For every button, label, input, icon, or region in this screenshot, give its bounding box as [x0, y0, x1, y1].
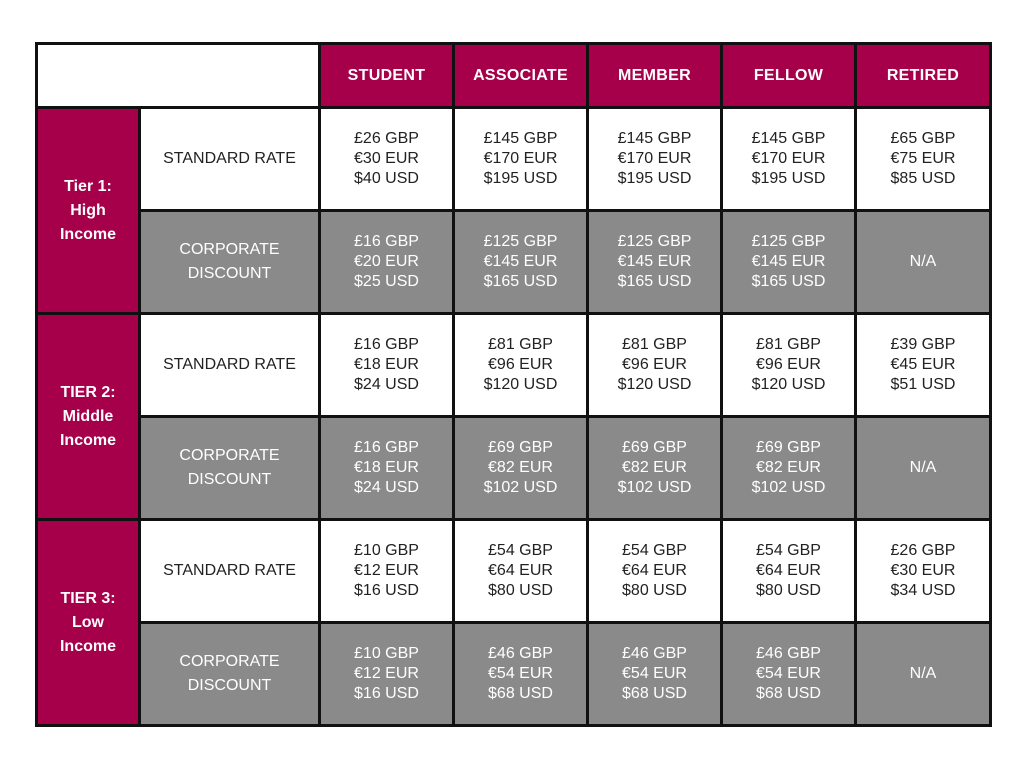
price-line: $120 USD	[751, 376, 826, 393]
corporate-discount-label	[140, 417, 320, 520]
tier-2-label	[37, 314, 140, 520]
rate-label-line: DISCOUNT	[187, 265, 272, 282]
price-line: €12 EUR	[354, 562, 419, 579]
standard-rate-label	[140, 314, 320, 417]
tier-label-line: Low	[72, 613, 104, 631]
price-line: £26 GBP	[354, 130, 419, 147]
tier-label-line: Tier 1:	[64, 177, 112, 195]
price-line: €45 EUR	[890, 356, 956, 373]
tier-3-label	[37, 520, 140, 726]
price-line: £10 GBP	[354, 542, 419, 559]
price-cell-student	[320, 623, 454, 726]
price-line: €64 EUR	[488, 562, 553, 579]
price-line: €18 EUR	[354, 356, 419, 373]
price-line: $195 USD	[483, 170, 558, 187]
rate-label-line: STANDARD RATE	[163, 562, 296, 579]
price-line: €64 EUR	[756, 562, 821, 579]
price-line: $34 USD	[890, 582, 956, 599]
price-line: £39 GBP	[890, 336, 956, 353]
price-line: N/A	[909, 253, 937, 270]
column-header-associate: ASSOCIATE	[454, 44, 588, 108]
price-line: $165 USD	[617, 273, 692, 290]
price-line: £125 GBP	[617, 233, 692, 250]
price-line: £81 GBP	[756, 336, 821, 353]
price-line: €30 EUR	[890, 562, 956, 579]
tier-label-line: TIER 3:	[60, 589, 116, 607]
rate-label-line: STANDARD RATE	[163, 150, 296, 167]
price-line: £54 GBP	[756, 542, 821, 559]
tier-label-line: TIER 2:	[60, 383, 116, 401]
column-header-member: MEMBER	[588, 44, 722, 108]
price-line: £46 GBP	[756, 645, 821, 662]
price-line: £16 GBP	[354, 439, 419, 456]
price-cell-student	[320, 211, 454, 314]
price-line: N/A	[909, 665, 937, 682]
price-line: $102 USD	[617, 479, 692, 496]
price-line: N/A	[909, 459, 937, 476]
tier-2-standard-row	[37, 314, 991, 417]
price-line: €75 EUR	[890, 150, 956, 167]
price-line: €170 EUR	[751, 150, 826, 167]
price-line: £69 GBP	[622, 439, 687, 456]
pricing-table	[35, 42, 992, 727]
rate-label-line: DISCOUNT	[187, 677, 272, 694]
price-line: €145 EUR	[617, 253, 692, 270]
price-cell-associate	[454, 108, 588, 211]
price-cell-fellow	[722, 520, 856, 623]
tier-2-corporate-row	[37, 417, 991, 520]
price-cell-retired	[856, 623, 991, 726]
price-line: $16 USD	[354, 685, 419, 702]
price-line: £145 GBP	[751, 130, 826, 147]
price-cell-member	[588, 520, 722, 623]
price-cell-associate	[454, 417, 588, 520]
corporate-discount-label	[140, 211, 320, 314]
price-cell-associate	[454, 211, 588, 314]
price-cell-member	[588, 108, 722, 211]
rate-label-line: DISCOUNT	[187, 471, 272, 488]
price-line: £26 GBP	[890, 542, 956, 559]
price-line: $16 USD	[354, 582, 419, 599]
price-line: €54 EUR	[622, 665, 687, 682]
price-cell-member	[588, 623, 722, 726]
price-line: €96 EUR	[756, 356, 821, 373]
price-line: €82 EUR	[488, 459, 553, 476]
price-line: £16 GBP	[354, 336, 419, 353]
column-header-retired: RETIRED	[856, 44, 991, 108]
tier-label-line: Income	[59, 225, 116, 243]
price-cell-member	[588, 417, 722, 520]
price-line: $102 USD	[483, 479, 558, 496]
standard-rate-label	[140, 108, 320, 211]
corner-cell	[37, 44, 320, 108]
column-header-fellow: FELLOW	[722, 44, 856, 108]
price-line: £145 GBP	[483, 130, 558, 147]
price-cell-associate	[454, 314, 588, 417]
price-line: £125 GBP	[751, 233, 826, 250]
price-line: €96 EUR	[488, 356, 553, 373]
price-line: £16 GBP	[354, 233, 419, 250]
price-line: €54 EUR	[756, 665, 821, 682]
price-line: £54 GBP	[622, 542, 687, 559]
corporate-discount-label	[140, 623, 320, 726]
price-line: $51 USD	[890, 376, 956, 393]
rate-label-line: CORPORATE	[179, 653, 280, 670]
price-line: $120 USD	[617, 376, 692, 393]
price-cell-retired	[856, 108, 991, 211]
price-line: $80 USD	[622, 582, 687, 599]
tier-1-label	[37, 108, 140, 314]
price-line: £46 GBP	[622, 645, 687, 662]
price-line: £145 GBP	[617, 130, 692, 147]
price-line: €96 EUR	[622, 356, 687, 373]
price-line: €30 EUR	[354, 150, 419, 167]
rate-label-line: CORPORATE	[179, 447, 280, 464]
price-line: £46 GBP	[488, 645, 553, 662]
tier-3-corporate-row	[37, 623, 991, 726]
price-line: €145 EUR	[751, 253, 826, 270]
price-line: €20 EUR	[354, 253, 419, 270]
price-cell-fellow	[722, 623, 856, 726]
table-body	[37, 108, 991, 726]
tier-1-standard-row	[37, 108, 991, 211]
price-line: €170 EUR	[617, 150, 692, 167]
price-line: £65 GBP	[890, 130, 956, 147]
price-line: $195 USD	[617, 170, 692, 187]
price-line: €54 EUR	[488, 665, 553, 682]
price-cell-retired	[856, 211, 991, 314]
price-cell-fellow	[722, 417, 856, 520]
price-line: €18 EUR	[354, 459, 419, 476]
price-cell-student	[320, 520, 454, 623]
price-line: $24 USD	[354, 479, 419, 496]
price-line: $102 USD	[751, 479, 826, 496]
price-cell-fellow	[722, 211, 856, 314]
price-line: €64 EUR	[622, 562, 687, 579]
price-line: £81 GBP	[622, 336, 687, 353]
price-line: $24 USD	[354, 376, 419, 393]
price-line: $25 USD	[354, 273, 419, 290]
price-cell-student	[320, 314, 454, 417]
price-line: €82 EUR	[756, 459, 821, 476]
column-header-student: STUDENT	[320, 44, 454, 108]
price-line: $120 USD	[483, 376, 558, 393]
price-line: £69 GBP	[488, 439, 553, 456]
price-line: $40 USD	[354, 170, 419, 187]
price-line: $68 USD	[488, 685, 553, 702]
price-line: £54 GBP	[488, 542, 553, 559]
standard-rate-label	[140, 520, 320, 623]
price-cell-associate	[454, 623, 588, 726]
price-line: €170 EUR	[483, 150, 558, 167]
rate-label-line: STANDARD RATE	[163, 356, 296, 373]
price-line: £125 GBP	[483, 233, 558, 250]
price-cell-retired	[856, 520, 991, 623]
tier-label-line: Middle	[62, 407, 114, 425]
price-line: £69 GBP	[756, 439, 821, 456]
price-line: $85 USD	[890, 170, 956, 187]
price-cell-student	[320, 108, 454, 211]
price-line: $68 USD	[756, 685, 821, 702]
price-cell-retired	[856, 417, 991, 520]
price-line: $165 USD	[751, 273, 826, 290]
price-cell-associate	[454, 520, 588, 623]
price-line: £81 GBP	[488, 336, 553, 353]
tier-label-line: Income	[59, 637, 116, 655]
header-row	[37, 44, 991, 108]
tier-1-corporate-row	[37, 211, 991, 314]
price-cell-fellow	[722, 108, 856, 211]
price-line: $68 USD	[622, 685, 687, 702]
price-line: €82 EUR	[622, 459, 687, 476]
price-cell-fellow	[722, 314, 856, 417]
price-cell-member	[588, 211, 722, 314]
price-line: $80 USD	[488, 582, 553, 599]
price-line: $80 USD	[756, 582, 821, 599]
tier-label-line: Income	[59, 431, 116, 449]
price-line: €145 EUR	[483, 253, 558, 270]
rate-label-line: CORPORATE	[179, 241, 280, 258]
price-cell-member	[588, 314, 722, 417]
price-line: $165 USD	[483, 273, 558, 290]
price-line: €12 EUR	[354, 665, 419, 682]
price-line: $195 USD	[751, 170, 826, 187]
price-cell-retired	[856, 314, 991, 417]
price-cell-student	[320, 417, 454, 520]
tier-label-line: High	[70, 201, 106, 219]
price-line: £10 GBP	[354, 645, 419, 662]
tier-3-standard-row	[37, 520, 991, 623]
